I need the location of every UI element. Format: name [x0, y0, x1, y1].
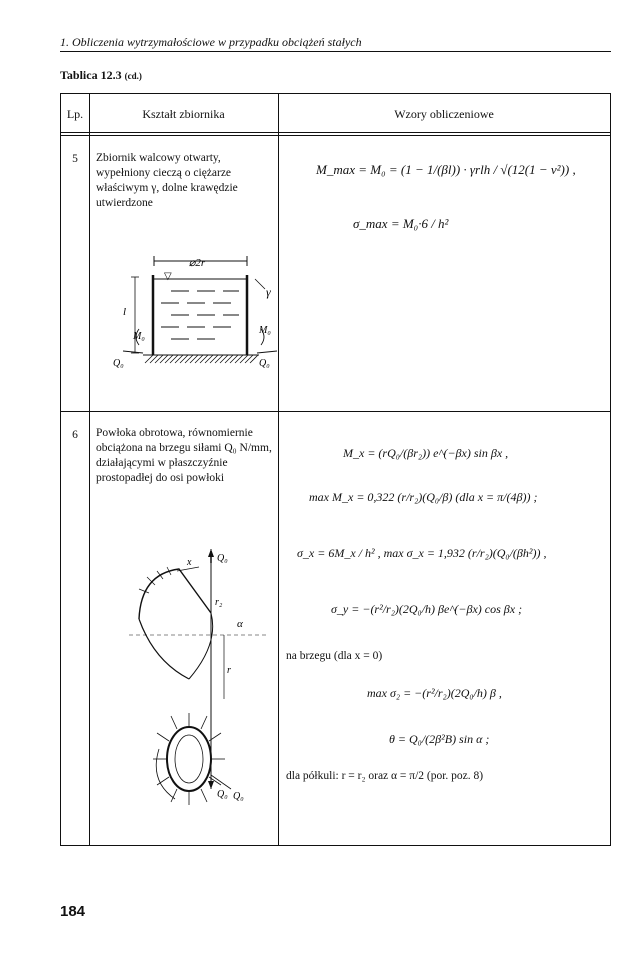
header-rule-row — [61, 132, 610, 133]
row-6-formula-sigma-y: σ_y = −(r²/r₂)(2Q₀/h) βe^(−βx) cos βx ; — [331, 602, 523, 616]
row-5-shape-description: Zbiornik walcowy otwarty, wypełniony cieczą o ciężarze właściwym γ, dolne krawędzie utwierdzone — [96, 152, 238, 209]
shell-x-label: x — [187, 557, 192, 568]
page-number: 184 — [60, 903, 86, 920]
tank-moment-left: M₀ — [133, 331, 145, 342]
header-rule — [60, 51, 611, 52]
col-header-formulas: Wzory obliczeniowe — [394, 107, 494, 121]
col-divider-2 — [278, 94, 279, 845]
row-6-formula-theta: θ = Q₀/(2β²B) sin α ; — [389, 732, 490, 746]
row-6-formula-sigma-x: σ_x = 6M_x / h² , max σ_x = 1,932 (r/r₂)(Q₀/(βh²)) , — [297, 546, 547, 560]
row-5-lp: 5 — [72, 153, 78, 165]
tank-force-left: Q₀ — [113, 358, 124, 369]
row-6-formula-max-mx: max M_x = 0,322 (r/r₂)(Q₀/β) (dla x = π/(4β)) ; — [309, 490, 538, 504]
formula-table — [60, 93, 611, 846]
table-label: Tablica 12.3 (cd.) — [60, 68, 142, 82]
shell-force-bottom: Q₀ — [217, 789, 228, 800]
row-6-hemisphere-note: dla półkuli: r = r₂ oraz α = π/2 (por. poz. 8) — [286, 770, 484, 782]
cylindrical-tank-figure — [109, 249, 279, 379]
tank-height-label: l — [123, 306, 127, 318]
header-rule-row-2 — [61, 135, 610, 136]
col-header-lp: Lp. — [66, 107, 84, 121]
col-header-shape: Kształt zbiornika — [142, 107, 225, 121]
row-6-shape-description: Powłoka obrotowa, równomiernie obciążona na brzegu siłami Q₀ N/mm, działającymi w płaszczyźnie prostopadłej do osi powłoki — [96, 427, 272, 484]
row-divider — [61, 411, 610, 412]
row-6-formula-mx: M_x = (rQ₀/(βr₂)) e^(−βx) sin βx , — [343, 446, 509, 460]
running-header: 1. Obliczenia wytrzymałościowe w przypadku obciążeń stałych — [60, 35, 362, 49]
tank-gamma-label: γ — [266, 285, 271, 299]
rotational-shell-figure — [119, 549, 269, 824]
row-6-lp: 6 — [72, 429, 78, 441]
row-6-edge-note: na brzegu (dla x = 0) — [286, 650, 383, 662]
shell-force-top: Q₀ — [217, 553, 228, 564]
shell-r2-label: r₂ — [215, 597, 223, 608]
row-5-formula-sigma: σ_max = M₀·6 / h² — [353, 216, 449, 231]
shell-force-ring: Q₀ — [233, 791, 244, 802]
tank-diameter-label: ⌀2r — [188, 257, 206, 269]
row-6-formula-max-sigma2: max σ₂ = −(r²/r₂)(2Q₀/h) β , — [367, 686, 502, 700]
col-divider-1 — [89, 94, 90, 845]
liquid-level-icon: ▽ — [164, 271, 172, 282]
shell-r-label: r — [227, 665, 231, 676]
tank-moment-right: M₀ — [259, 325, 271, 336]
row-5-formula-mmax: M_max = M₀ = (1 − 1/(βl)) · γrlh / √(12(1 − ν²)) , — [316, 162, 576, 177]
tank-force-right: Q₀ — [259, 358, 270, 369]
shell-alpha-label: α — [237, 618, 243, 630]
